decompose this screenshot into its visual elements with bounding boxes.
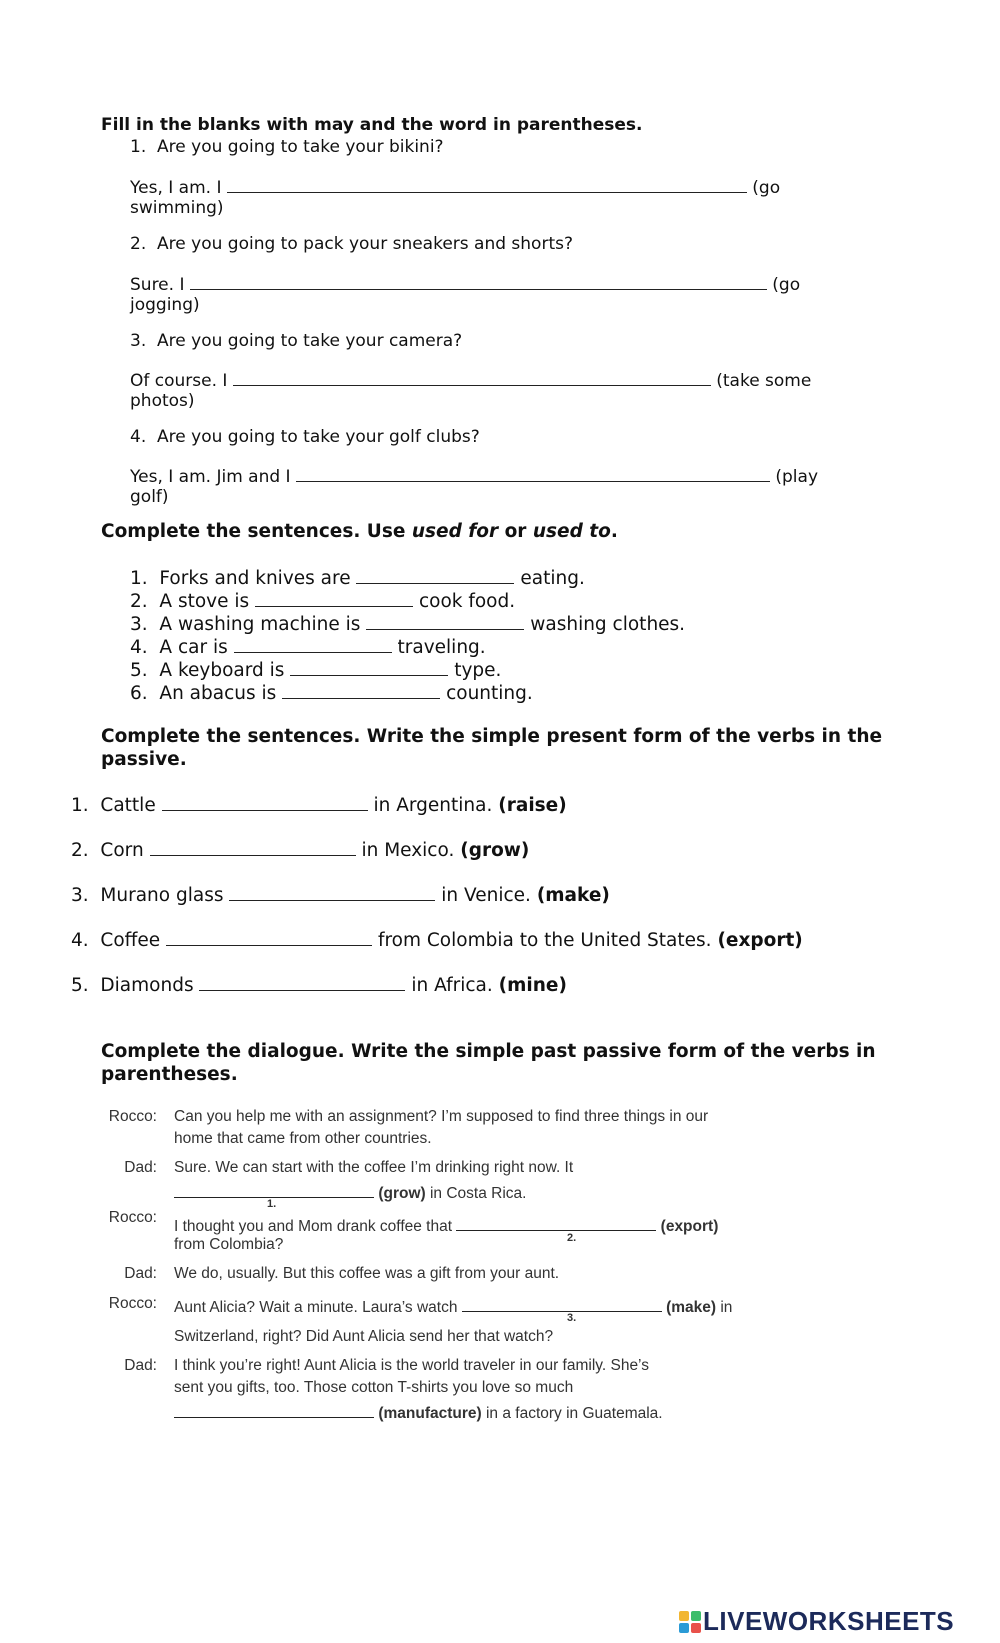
speaker-rocco: Rocco: (108, 1209, 157, 1226)
speaker-dad: Dad: (124, 1265, 157, 1282)
answer-line-4: Yes, I am. Jim and I (play (130, 467, 818, 487)
s2-item-2: 2. A stove is cook food. (130, 591, 516, 612)
s3-item-5: 5. Diamonds in Africa. (mine) (71, 975, 567, 996)
s2-input-4[interactable] (234, 636, 392, 653)
s2-item-3: 3. A washing machine is washing clothes. (130, 614, 686, 635)
s3-input-3[interactable] (229, 884, 435, 901)
section1-heading: Fill in the blanks with may and the word in parentheses. (101, 115, 643, 135)
s2-input-5[interactable] (290, 659, 448, 676)
s3-item-4: 4. Coffee from Colombia to the United States. (export) (71, 930, 803, 951)
s2-item-5: 5. A keyboard is type. (130, 660, 502, 681)
section4-heading-line2: parentheses. (101, 1064, 238, 1085)
speaker-dad: Dad: (124, 1357, 157, 1374)
s2-input-6[interactable] (282, 682, 440, 699)
speaker-rocco: Rocco: (108, 1108, 157, 1125)
dialogue-line: I thought you and Mom drank coffee that (export) (174, 1214, 718, 1236)
dialogue-line: Sure. We can start with the coffee I’m drinking right now. It (174, 1159, 574, 1176)
speaker-rocco: Rocco: (108, 1295, 157, 1312)
question-2: 2. Are you going to pack your sneakers and shorts? (130, 234, 573, 254)
answer-input-4[interactable] (296, 465, 770, 482)
answer-line-2: Sure. I (go (130, 275, 801, 295)
section3-heading-line1: Complete the sentences. Write the simple present form of the verbs in the (101, 726, 883, 747)
blank-number-2: 2. (567, 1232, 577, 1244)
dialogue-line: (grow) in Costa Rica. (174, 1181, 526, 1203)
s2-item-1: 1. Forks and knives are eating. (130, 568, 585, 589)
answer-input-1[interactable] (227, 176, 747, 193)
s3-item-1: 1. Cattle in Argentina. (raise) (71, 795, 567, 816)
question-3: 3. Are you going to take your camera? (130, 331, 463, 351)
logo-grid-icon (679, 1611, 701, 1633)
dialogue-line: I think you’re right! Aunt Alicia is the world traveler in our family. She’s (174, 1357, 649, 1374)
hint-cont-3: photos) (130, 391, 195, 411)
s2-input-3[interactable] (366, 613, 524, 630)
s3-input-5[interactable] (199, 974, 405, 991)
dialogue-line: Can you help me with an assignment? I’m supposed to find three things in our (174, 1108, 709, 1125)
dialogue-input-4[interactable] (174, 1401, 374, 1418)
question-1: 1. Are you going to take your bikini? (130, 137, 444, 157)
hint-cont-2: jogging) (130, 295, 200, 315)
s3-item-2: 2. Corn in Mexico. (grow) (71, 840, 530, 861)
answer-input-3[interactable] (233, 369, 711, 386)
s3-input-2[interactable] (150, 839, 356, 856)
s2-input-2[interactable] (255, 590, 413, 607)
dialogue-input-1[interactable] (174, 1181, 374, 1198)
s2-item-4: 4. A car is traveling. (130, 637, 486, 658)
section2-heading: Complete the sentences. Use used for or used to. (101, 521, 618, 542)
s3-input-4[interactable] (166, 929, 372, 946)
dialogue-input-3[interactable] (462, 1295, 662, 1312)
dialogue-line: sent you gifts, too. Those cotton T-shirts you love so much (174, 1379, 574, 1396)
liveworksheets-logo: LIVEWORKSHEETS (679, 1606, 954, 1637)
section4-heading-line1: Complete the dialogue. Write the simple past passive form of the verbs in (101, 1041, 876, 1062)
hint-cont-1: swimming) (130, 198, 224, 218)
answer-input-2[interactable] (190, 273, 767, 290)
answer-line-1: Yes, I am. I (go (130, 178, 781, 198)
s2-input-1[interactable] (356, 567, 514, 584)
speaker-dad: Dad: (124, 1159, 157, 1176)
dialogue-line: home that came from other countries. (174, 1130, 432, 1147)
answer-line-3: Of course. I (take some (130, 371, 812, 391)
s3-item-3: 3. Murano glass in Venice. (make) (71, 885, 610, 906)
dialogue-line: Aunt Alicia? Wait a minute. Laura’s watch (make) in (174, 1295, 732, 1317)
s2-item-6: 6. An abacus is counting. (130, 683, 533, 704)
blank-number-3: 3. (567, 1312, 577, 1324)
dialogue-line: (manufacture) in a factory in Guatemala. (174, 1401, 663, 1423)
s3-input-1[interactable] (162, 794, 368, 811)
blank-number-1: 1. (267, 1198, 277, 1210)
dialogue-input-2[interactable] (456, 1214, 656, 1231)
dialogue-line: from Colombia? (174, 1236, 284, 1253)
section3-heading-line2: passive. (101, 749, 187, 770)
dialogue-line: Switzerland, right? Did Aunt Alicia send her that watch? (174, 1328, 554, 1345)
question-4: 4. Are you going to take your golf clubs? (130, 427, 480, 447)
dialogue-line: We do, usually. But this coffee was a gift from your aunt. (174, 1265, 560, 1282)
hint-cont-4: golf) (130, 487, 169, 507)
